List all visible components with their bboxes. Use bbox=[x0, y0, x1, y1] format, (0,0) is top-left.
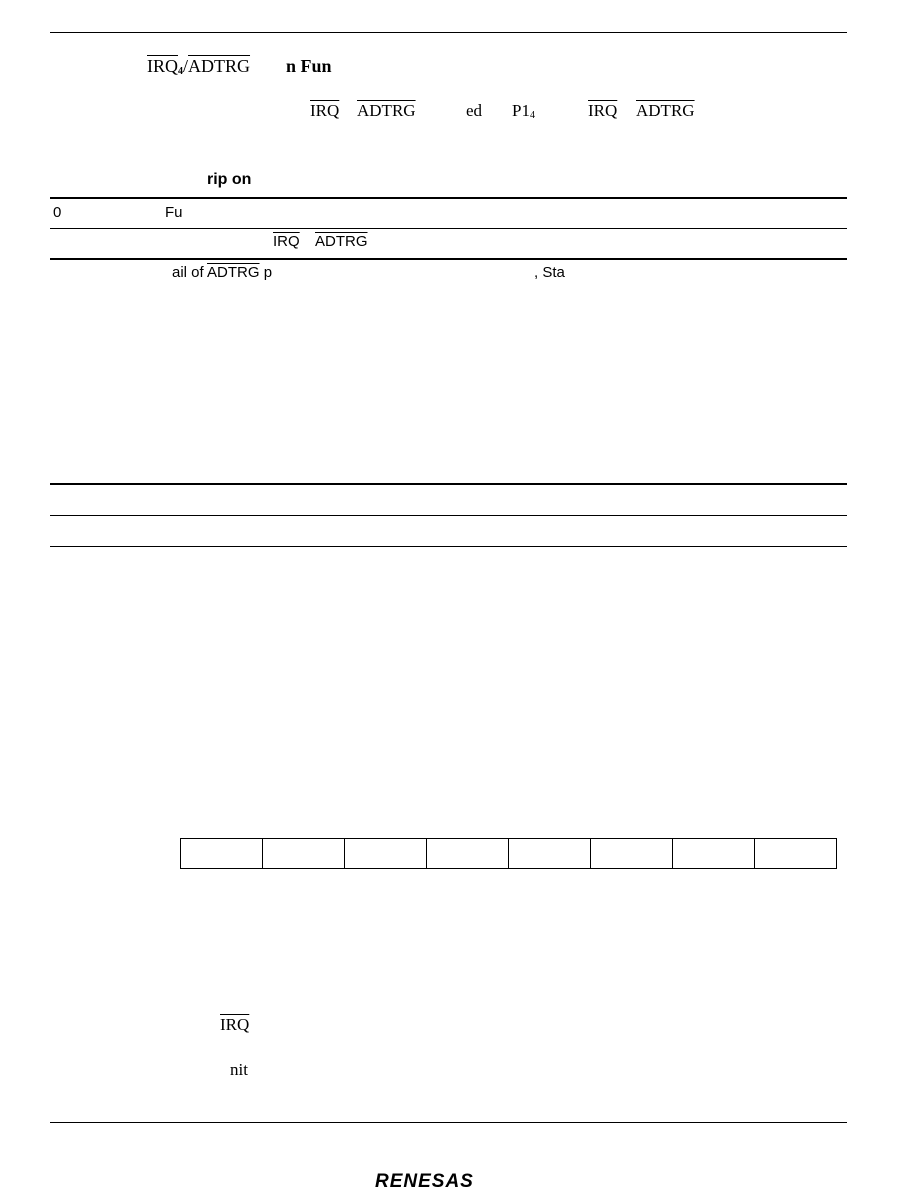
line2-ed: ed bbox=[466, 101, 483, 120]
register-row bbox=[181, 839, 837, 869]
register-cell bbox=[509, 839, 591, 869]
line2-p1-sub: 4 bbox=[529, 110, 535, 121]
bottom-rule bbox=[50, 1122, 847, 1123]
register-cell bbox=[755, 839, 837, 869]
table1-row3-suffix: , Sta bbox=[534, 264, 565, 281]
register-cell bbox=[591, 839, 673, 869]
line2-irq-b: $\overline{IRQ}$ bbox=[588, 101, 618, 120]
renesas-logo-graphic bbox=[375, 1168, 525, 1192]
register-cell bbox=[427, 839, 509, 869]
table1-rule-mid bbox=[50, 228, 847, 229]
register-bit-table bbox=[180, 838, 837, 869]
heading-suffix: n Fun bbox=[286, 56, 332, 76]
line2-p1-text: P1 bbox=[512, 101, 530, 120]
line2-p1 bbox=[512, 101, 535, 121]
table1-row3-prefix: ail of bbox=[172, 264, 204, 281]
section-heading bbox=[147, 56, 250, 77]
table1-row2-irq: $\overline{IRQ}$ bbox=[273, 233, 300, 250]
register-cell bbox=[345, 839, 427, 869]
register-cell bbox=[181, 839, 263, 869]
table2-rule-bottom bbox=[50, 546, 847, 547]
renesas-logo-text: RENESAS bbox=[375, 1171, 474, 1192]
line2-adtrg-b: ADTRG bbox=[636, 101, 695, 120]
table1-row3 bbox=[172, 264, 272, 281]
register-cell bbox=[673, 839, 755, 869]
heading-irq: $\overline{IRQ}$ bbox=[147, 56, 178, 76]
top-rule bbox=[50, 32, 847, 33]
heading-irq-sub: 4 bbox=[178, 66, 183, 77]
heading-adtrg: ADTRG bbox=[188, 56, 251, 76]
table1-row3-adtrg: ADTRG bbox=[207, 264, 260, 281]
table1-row2-adtrg: ADTRG bbox=[315, 233, 368, 250]
table1-header: rip on bbox=[207, 171, 252, 188]
table1-row1-bit: 0 bbox=[53, 204, 62, 221]
line2-adtrg-a: ADTRG bbox=[357, 101, 416, 120]
table1-rule-bottom bbox=[50, 258, 847, 260]
table2-rule-mid bbox=[50, 515, 847, 516]
table1-rule-top bbox=[50, 197, 847, 199]
line2-irq-a: $\overline{IRQ}$ bbox=[310, 101, 340, 120]
renesas-logo bbox=[375, 1168, 525, 1197]
bottom-irq: $\overline{IRQ}$ bbox=[220, 1015, 250, 1034]
table2-rule-top bbox=[50, 483, 847, 485]
bottom-nit: nit bbox=[230, 1060, 248, 1079]
register-cell bbox=[263, 839, 345, 869]
heading-slash: / bbox=[183, 56, 189, 76]
table1-row3-p: p bbox=[263, 264, 273, 281]
table1-row1-text: Fu bbox=[165, 204, 183, 221]
